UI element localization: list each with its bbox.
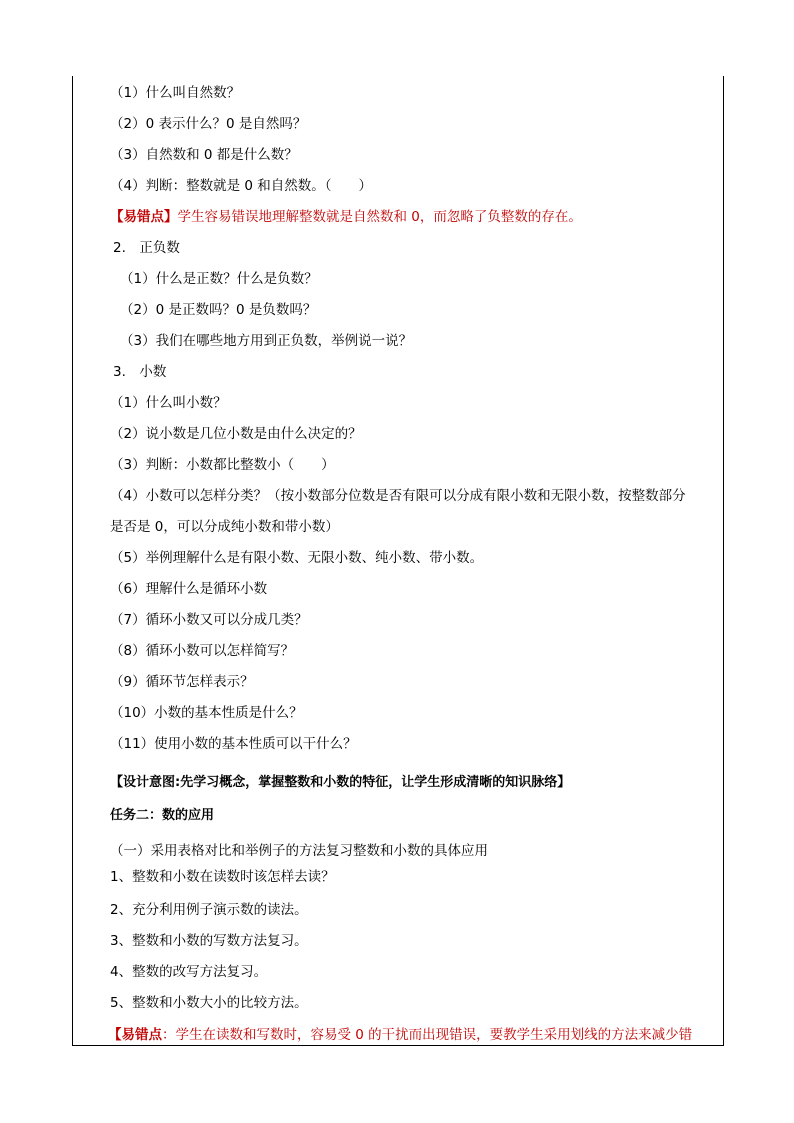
error-point-note [110,208,582,226]
question-repeating-shorthand: （8）循环小数可以怎样简写？ [110,643,295,659]
design-intent-note: 【设计意图:先学习概念，掌握整数和小数的特征，让学生形成清晰的知识脉络】 [110,775,571,790]
question-natural-number: （1）什么叫自然数？ [110,85,241,101]
judgement-decimal-vs-integer: （3）判断：小数都比整数小（ ） [110,457,335,473]
question-decimal-definition: （1）什么叫小数？ [110,395,227,411]
question-positive-negative: （1）什么是正数？什么是负数？ [120,271,318,287]
error-point-label-2: 【易错点 [108,1027,162,1043]
section-heading-positive-negative: 2. 正负数 [113,240,180,256]
error-point-label: 【易错点】 [110,209,178,225]
item-reading-demo: 2、充分利用例子演示数的读法。 [110,902,308,918]
item-comparison-method: 5、整数和小数大小的比较方法。 [110,995,308,1011]
item-rewriting-review: 4、整数的改写方法复习。 [110,964,268,980]
question-zero-sign: （2）0 是正数吗？0 是负数吗？ [120,302,317,318]
question-repetend-notation: （9）循环节怎样表示？ [110,674,254,690]
question-decimal-places: （2）说小数是几位小数是由什么决定的？ [110,426,362,442]
error-point-note-2 [108,1026,692,1044]
item-writing-review: 3、整数和小数的写数方法复习。 [110,933,308,949]
task-decimal-types-example: （5）举例理解什么是有限小数、无限小数、纯小数、带小数。 [110,550,484,566]
task-two-heading: 任务二：数的应用 [110,808,215,823]
task-repeating-decimal: （6）理解什么是循环小数 [110,581,268,597]
question-natural-and-zero: （3）自然数和 0 都是什么数？ [110,147,298,163]
question-decimal-classification-cont: 是否是 0，可以分成纯小数和带小数） [110,519,339,535]
item-reading-numbers: 1、整数和小数在读数时该怎样去读？ [110,869,335,885]
question-property-usage: （11）使用小数的基本性质可以干什么？ [110,736,357,752]
section-heading-decimals: 3. 小数 [113,364,167,380]
question-decimal-classification: （4）小数可以怎样分类？（按小数部分位数是否有限可以分成有限小数和无限小数，按整数部分 [110,488,686,504]
judgement-integer: （4）判断：整数就是 0 和自然数。（ ） [110,178,373,194]
question-decimal-property: （10）小数的基本性质是什么？ [110,705,303,721]
question-zero-meaning: （2）0 表示什么？0 是自然吗？ [110,116,307,132]
error-point-text-2: ：学生在读数和写数时，容易受 0 的干扰而出现错误，要教学生采用划线的方法来减少错 [162,1027,693,1043]
question-usage-examples: （3）我们在哪些地方用到正负数，举例说一说？ [120,333,413,349]
error-point-text: 学生容易错误地理解整数就是自然数和 0，而忽略了负整数的存在。 [177,209,582,225]
subsection-one-heading: （一）采用表格对比和举例子的方法复习整数和小数的具体应用 [110,843,488,859]
question-repeating-types: （7）循环小数又可以分成几类？ [110,612,308,628]
